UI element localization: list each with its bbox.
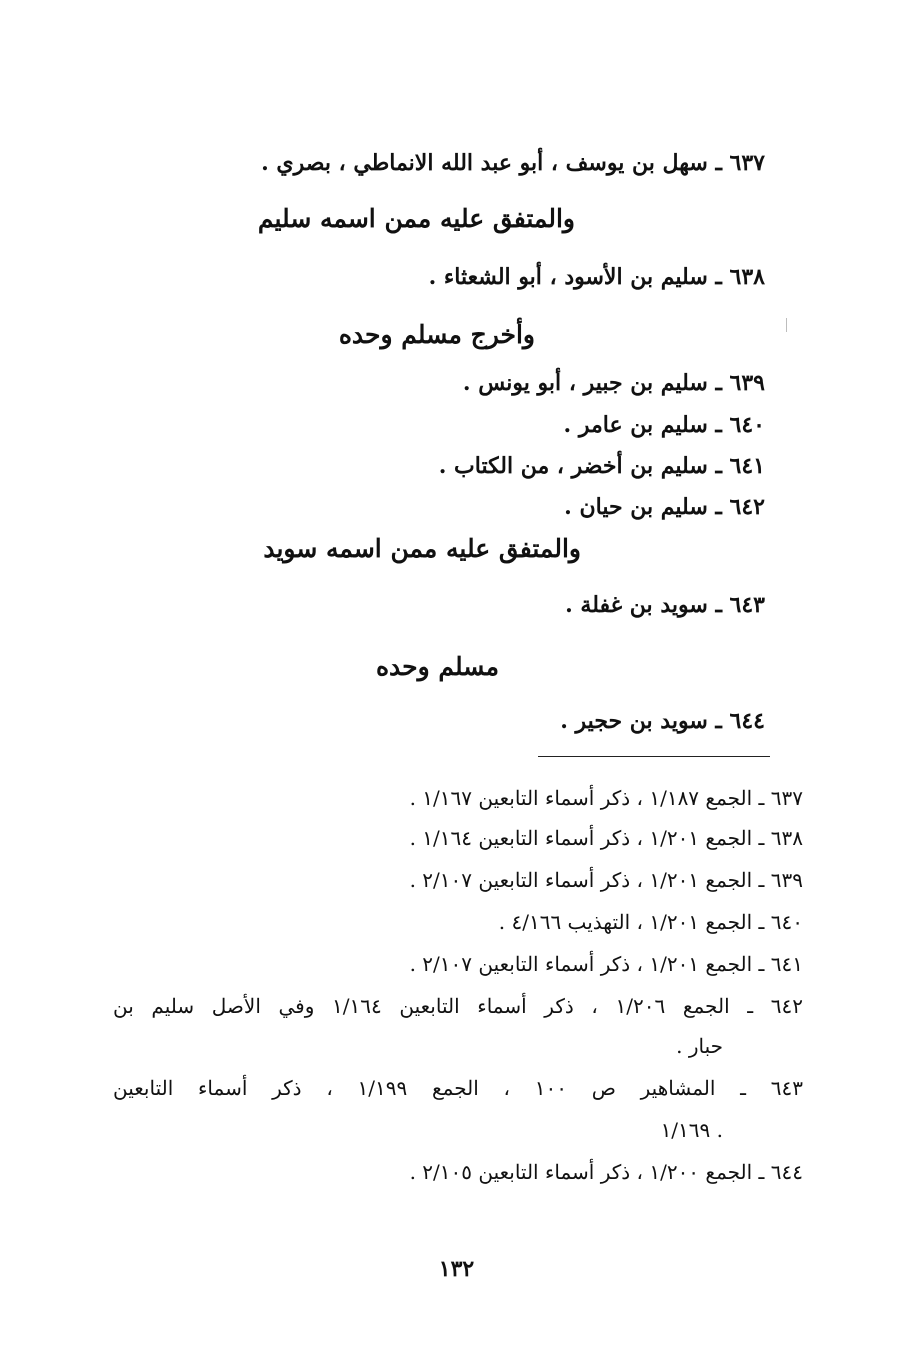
section-heading-salim: والمتفق عليه ممن اسمه سليم <box>257 204 575 233</box>
footnote-644: ٦٤٤ ـ الجمع ١/٢٠٠ ، ذكر أسماء التابعين ٢/١٠٥ . <box>409 1160 803 1184</box>
footnote-separator <box>538 756 770 757</box>
page-number: ١٣٢ <box>438 1256 475 1282</box>
footnote-642-line2: حبار . <box>676 1034 723 1058</box>
section-heading-muslim-alone-2: مسلم وحده <box>375 652 499 681</box>
entry-637: ٦٣٧ ـ سهل بن يوسف ، أبو عبد الله الانماطي ، بصري . <box>261 150 765 176</box>
entry-639: ٦٣٩ ـ سليم بن جبير ، أبو يونس . <box>462 370 765 396</box>
footnote-641: ٦٤١ ـ الجمع ١/٢٠١ ، ذكر أسماء التابعين ٢/١٠٧ . <box>409 952 803 976</box>
section-heading-muslim-alone-1: وأخرج مسلم وحده <box>338 320 535 349</box>
scan-speck <box>786 318 787 332</box>
footnote-642-line1: ٦٤٢ ـ الجمع ١/٢٠٦ ، ذكر أسماء التابعين ١/١٦٤ وفي الأصل سليم بن <box>113 994 803 1018</box>
section-heading-suwayd: والمتفق عليه ممن اسمه سويد <box>263 534 581 563</box>
entry-644: ٦٤٤ ـ سويد بن حجير . <box>560 708 765 734</box>
footnote-639: ٦٣٩ ـ الجمع ١/٢٠١ ، ذكر أسماء التابعين ٢/١٠٧ . <box>409 868 803 892</box>
entry-638: ٦٣٨ ـ سليم بن الأسود ، أبو الشعثاء . <box>428 264 765 290</box>
footnote-643-line1: ٦٤٣ ـ المشاهير ص ١٠٠ ، الجمع ١/١٩٩ ، ذكر أسماء التابعين <box>113 1076 803 1100</box>
footnote-643-line2: ١/١٦٩ . <box>660 1118 723 1142</box>
footnote-638: ٦٣٨ ـ الجمع ١/٢٠١ ، ذكر أسماء التابعين ١/١٦٤ . <box>409 826 803 850</box>
entry-640: ٦٤٠ ـ سليم بن عامر . <box>563 412 765 438</box>
footnote-637: ٦٣٧ ـ الجمع ١/١٨٧ ، ذكر أسماء التابعين ١/١٦٧ . <box>409 786 803 810</box>
entry-643: ٦٤٣ ـ سويد بن غفلة . <box>565 592 765 618</box>
footnote-640: ٦٤٠ ـ الجمع ١/٢٠١ ، التهذيب ٤/١٦٦ . <box>498 910 803 934</box>
entry-641: ٦٤١ ـ سليم بن أخضر ، من الكتاب . <box>438 453 765 479</box>
entry-642: ٦٤٢ ـ سليم بن حيان . <box>564 494 765 520</box>
